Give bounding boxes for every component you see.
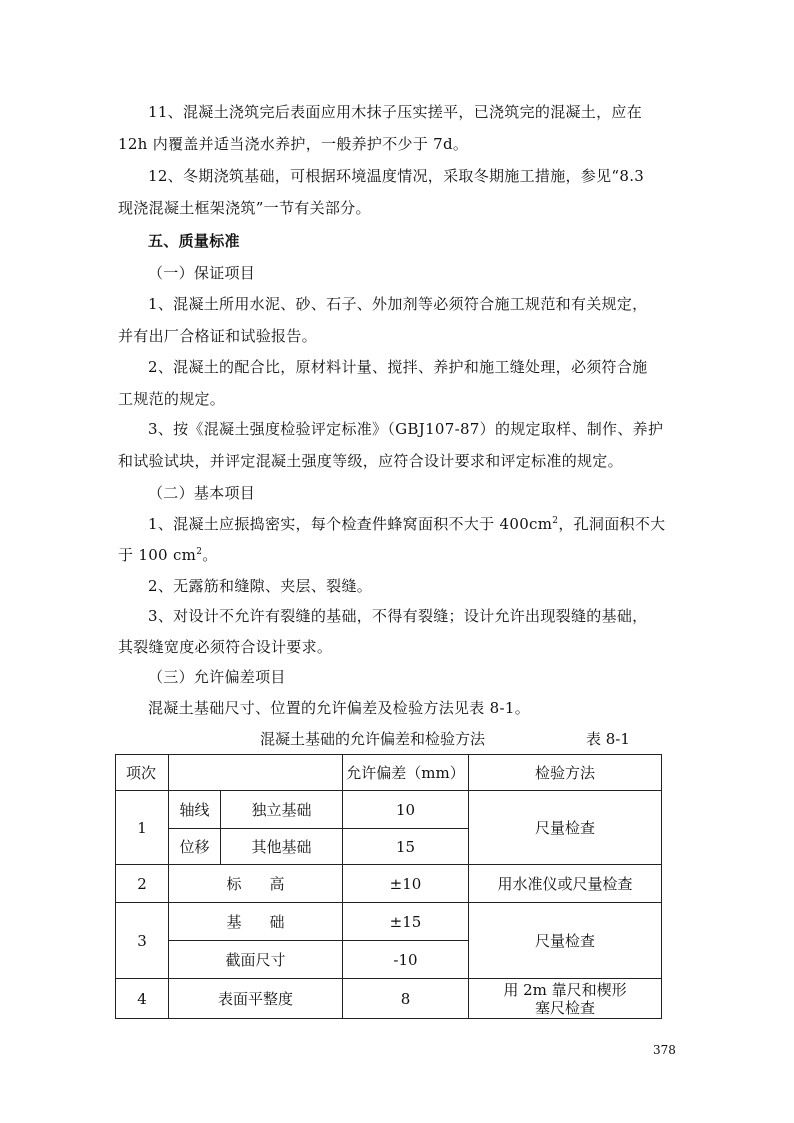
table-number: 表 8-1 xyxy=(586,730,630,748)
row1-method: 尺量检查 xyxy=(469,791,662,865)
paragraph-12-line2: 现浇混凝土框架浇筑”一节有关部分。 xyxy=(118,199,371,217)
row4-tolerance: 8 xyxy=(343,979,469,1019)
row4-number: 4 xyxy=(116,979,169,1019)
row1-number: 1 xyxy=(116,791,169,865)
table-row xyxy=(116,865,662,903)
basic-1-superscript: 2 xyxy=(552,516,559,526)
table-row xyxy=(116,979,662,1019)
row1-sub-a: 独立基础 xyxy=(221,791,343,829)
header-blank xyxy=(169,755,343,791)
page-number: 378 xyxy=(653,1043,676,1057)
header-method: 检验方法 xyxy=(469,755,662,791)
row3-number: 3 xyxy=(116,903,169,979)
basic-3-line2: 其裂缝宽度必须符合设计要求。 xyxy=(118,638,333,656)
guarantee-1-line1: 1、混凝土所用水泥、砂、石子、外加剂等必须符合施工规范和有关规定， xyxy=(148,295,648,313)
deviation-table xyxy=(115,754,662,1019)
row4-method-line1: 用 2m 靠尺和楔形 xyxy=(503,980,627,999)
basic-1-line1 xyxy=(148,514,708,534)
table-caption: 混凝土基础的允许偏差和检验方法 xyxy=(260,730,486,748)
row2-number: 2 xyxy=(116,865,169,903)
table-row xyxy=(116,791,662,829)
table-header-row xyxy=(116,755,662,791)
section-heading-quality-standard: 五、质量标准 xyxy=(148,232,240,250)
basic-1-text-b: ，孔洞面积不大 xyxy=(558,515,666,533)
row4-label: 表面平整度 xyxy=(169,979,343,1019)
guarantee-3-line1: 3、按《混凝土强度检验评定标准》（GBJ107-87）的规定取样、制作、养护 xyxy=(148,420,664,438)
row2-method: 用水准仪或尺量检查 xyxy=(469,865,662,903)
row1-sub-b: 其他基础 xyxy=(221,829,343,865)
subheading-allowed-deviation: （三）允许偏差项目 xyxy=(148,668,286,686)
basic-2: 2、无露筋和缝隙、夹层、裂缝。 xyxy=(148,577,373,595)
row1-tolerance-a: 10 xyxy=(343,791,469,829)
guarantee-1-line2: 并有出厂合格证和试验报告。 xyxy=(118,327,317,345)
guarantee-3-line2: 和试验试块，并评定混凝土强度等级，应符合设计要求和评定标准的规定。 xyxy=(118,452,623,470)
row3-tolerance-b: -10 xyxy=(343,941,469,979)
basic-1-line2-text-a: 于 100 cm xyxy=(118,546,197,564)
row1-category-b: 位移 xyxy=(169,829,221,865)
paragraph-11-line2: 12h 内覆盖并适当浇水养护，一般养护不少于 7d。 xyxy=(118,135,469,153)
basic-1-text-a: 1、混凝土应振捣密实，每个检查件蜂窝面积不大于 400cm xyxy=(148,515,553,533)
guarantee-2-line2: 工规范的规定。 xyxy=(118,390,226,408)
row1-category-a: 轴线 xyxy=(169,791,221,829)
row2-label: 标高 xyxy=(169,865,343,903)
row3-label-b: 截面尺寸 xyxy=(169,941,343,979)
basic-1-line2 xyxy=(118,545,678,565)
row2-tolerance: ±10 xyxy=(343,865,469,903)
paragraph-12-line1: 12、冬期浇筑基础，可根据环境温度情况，采取冬期施工措施，参见“8.3 xyxy=(148,167,645,185)
basic-3-line1: 3、对设计不允许有裂缝的基础，不得有裂缝；设计允许出现裂缝的基础， xyxy=(148,607,648,625)
row1-tolerance-b: 15 xyxy=(343,829,469,865)
table-row xyxy=(116,903,662,941)
row4-method xyxy=(469,979,662,1019)
header-tolerance: 允许偏差（mm） xyxy=(343,755,469,791)
header-item: 项次 xyxy=(116,755,169,791)
table-intro: 混凝土基础尺寸、位置的允许偏差及检验方法见表 8-1。 xyxy=(148,699,531,717)
row4-method-line2: 塞尺检查 xyxy=(534,998,595,1017)
basic-1-line2-text-b: 。 xyxy=(202,546,218,564)
row3-label-a: 基础 xyxy=(169,903,343,941)
paragraph-11-line1: 11、混凝土浇筑完后表面应用木抹子压实搓平，已浇筑完的混凝土，应在 xyxy=(148,103,642,121)
basic-1-line2-superscript: 2 xyxy=(196,547,203,557)
row3-tolerance-a: ±15 xyxy=(343,903,469,941)
subheading-basic-items: （二）基本项目 xyxy=(148,484,256,502)
guarantee-2-line1: 2、混凝土的配合比，原材料计量、搅拌、养护和施工缝处理，必须符合施 xyxy=(148,358,648,376)
row3-method: 尺量检查 xyxy=(469,903,662,979)
subheading-guarantee-items: （一）保证项目 xyxy=(148,264,256,282)
